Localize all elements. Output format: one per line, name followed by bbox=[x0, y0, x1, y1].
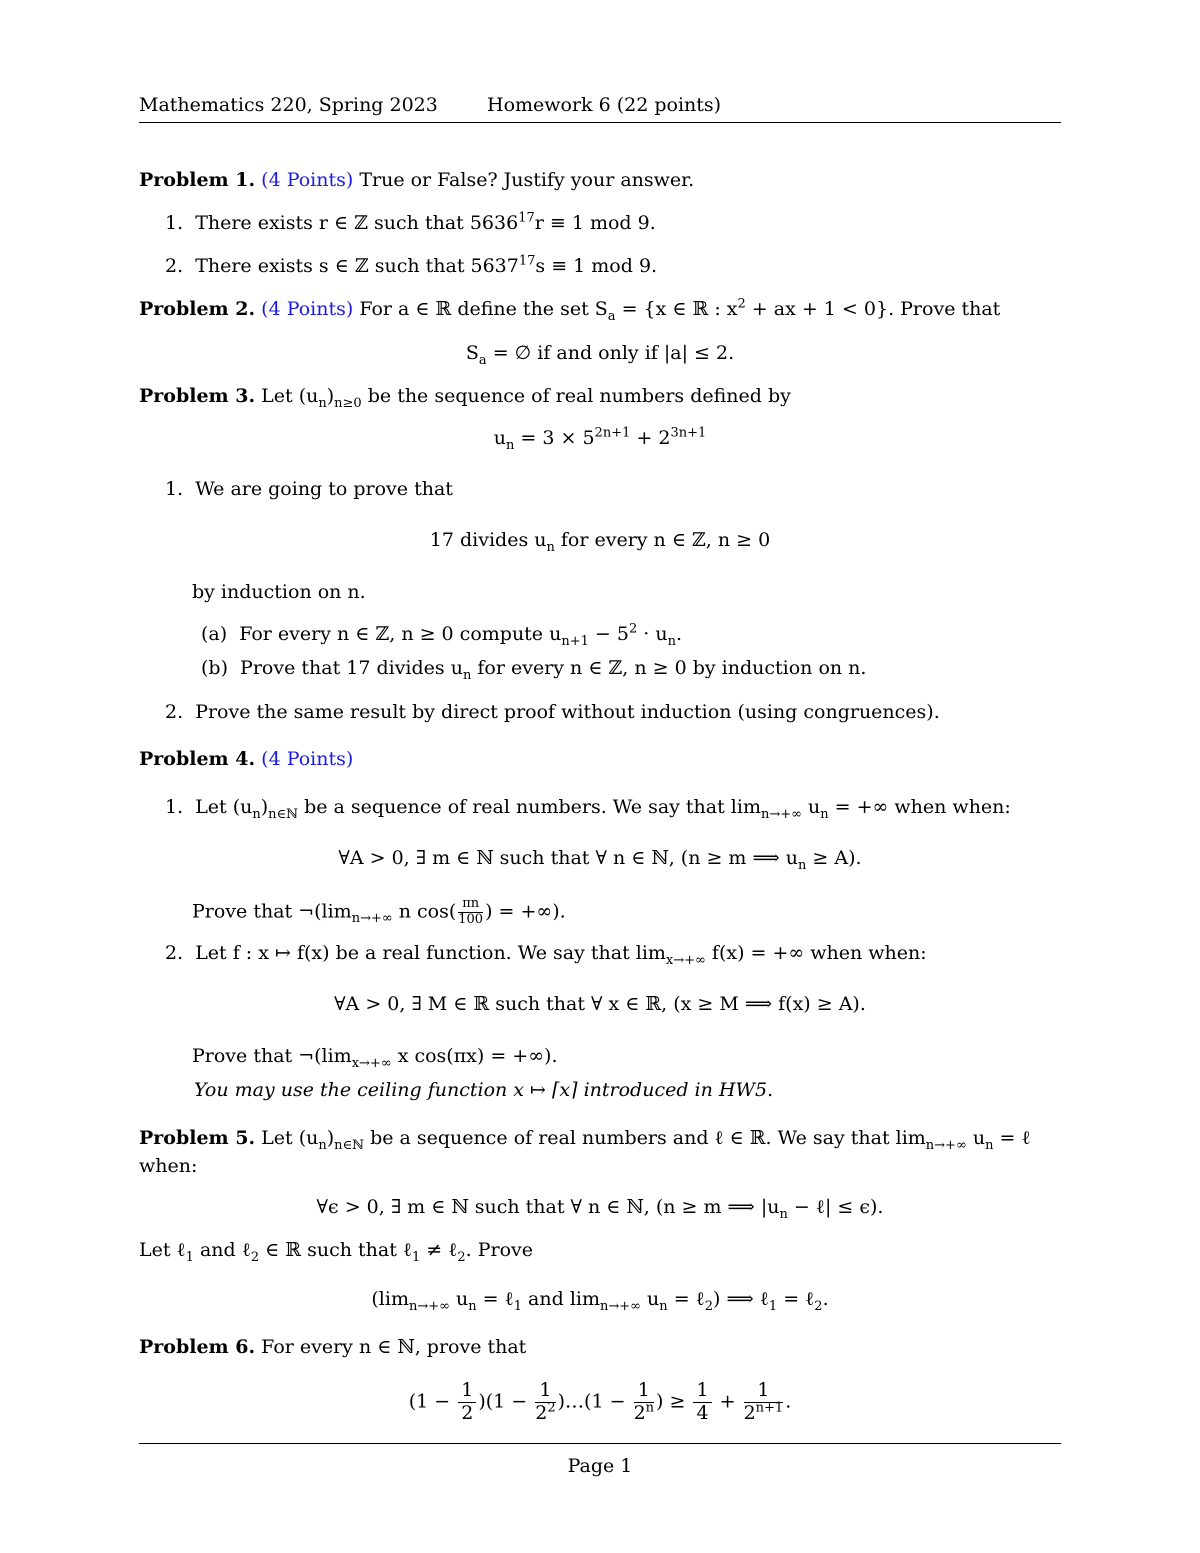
item-text: Let (u bbox=[195, 796, 253, 818]
numerator: πn bbox=[458, 897, 483, 913]
problem-1-points: (4 Points) bbox=[261, 169, 354, 191]
equation-text: (1 − bbox=[408, 1390, 451, 1413]
equation-text: = ℓ bbox=[777, 1288, 815, 1310]
denominator: 4 bbox=[696, 1401, 709, 1424]
problem-4-points: (4 Points) bbox=[261, 748, 354, 770]
base: 2 bbox=[743, 1401, 756, 1424]
problem-5-definition bbox=[0, 1196, 1200, 1222]
problem-3-intro: ) bbox=[326, 385, 335, 407]
subscript: 1 bbox=[513, 1298, 523, 1314]
problem-3-item-1 bbox=[165, 480, 453, 499]
equation-text: . bbox=[822, 1288, 829, 1310]
problem-2-heading bbox=[139, 296, 1001, 324]
problem-1-item-1 bbox=[165, 210, 656, 234]
problem-1-heading bbox=[139, 171, 694, 190]
subscript: n bbox=[318, 1137, 327, 1153]
problem-2-label: Problem 2. bbox=[139, 298, 256, 320]
equation-text: − ℓ| ≤ ϵ). bbox=[787, 1196, 884, 1218]
item-text: s ≡ 1 mod 9. bbox=[535, 255, 658, 277]
subscript: n bbox=[798, 857, 807, 873]
subscript: n bbox=[318, 395, 327, 411]
subscript: x→+∞ bbox=[351, 1055, 392, 1071]
problem-2-intro: + ax + 1 < 0}. Prove that bbox=[745, 298, 1001, 320]
header-rule bbox=[139, 122, 1061, 123]
subscript: n bbox=[252, 806, 261, 822]
numerator: 1 bbox=[693, 1380, 711, 1403]
let-text: ≠ ℓ bbox=[420, 1239, 458, 1261]
fraction-one-over-two-n-plus-one bbox=[744, 1380, 784, 1425]
equation-text: ) ⟹ ℓ bbox=[713, 1288, 769, 1310]
prove-text: Prove that ¬(lim bbox=[192, 900, 352, 923]
subscript: n bbox=[462, 667, 472, 683]
problem-5-when: when: bbox=[139, 1155, 198, 1177]
item-number: 2. bbox=[165, 701, 184, 723]
item-number: 1. bbox=[165, 478, 184, 500]
problem-6-label: Problem 6. bbox=[139, 1336, 256, 1358]
problem-5-intro: ) bbox=[326, 1127, 335, 1149]
subscript: n bbox=[659, 1298, 668, 1314]
subscript: 2 bbox=[814, 1298, 823, 1314]
let-text: Let ℓ bbox=[139, 1239, 186, 1261]
denominator bbox=[535, 1400, 556, 1425]
equation-text: u bbox=[493, 427, 506, 449]
problem-5-label: Problem 5. bbox=[139, 1127, 256, 1149]
item-number: 2. bbox=[165, 942, 184, 964]
exponent: 17 bbox=[518, 253, 536, 269]
subscript: a bbox=[478, 352, 487, 368]
problem-3-item-2 bbox=[165, 703, 940, 722]
item-text: There exists s ∈ ℤ such that 5637 bbox=[195, 255, 519, 277]
item-text: r ≡ 1 mod 9. bbox=[534, 212, 656, 234]
problem-6-intro: For every n ∈ ℕ, prove that bbox=[261, 1336, 527, 1358]
exponent: 2 bbox=[547, 1400, 556, 1416]
problem-5-intro: Let (u bbox=[261, 1127, 319, 1149]
exponent: 2 bbox=[628, 621, 638, 637]
exponent: 3n+1 bbox=[670, 425, 707, 441]
item-number: 1. bbox=[165, 212, 184, 234]
problem-4-hint: You may use the ceiling function x ↦ ⌈x⌉ introduced in HW5. bbox=[194, 1079, 774, 1101]
denominator bbox=[633, 1400, 655, 1425]
equation-text: ∀A > 0, ∃ m ∈ ℕ such that ∀ n ∈ ℕ, (n ≥ m ⟹ u bbox=[338, 847, 799, 869]
equation-text: ∀ϵ > 0, ∃ m ∈ ℕ such that ∀ n ∈ ℕ, (n ≥ m ⟹ |u bbox=[316, 1196, 780, 1218]
subscript: n bbox=[468, 1298, 477, 1314]
sub-item-text: . bbox=[676, 623, 683, 645]
item-text: Let f : x ↦ f(x) be a real function. We say that lim bbox=[195, 942, 666, 964]
fraction-one-half bbox=[458, 1380, 476, 1425]
problem-3-heading bbox=[139, 385, 791, 411]
item-text: be a sequence of real numbers. We say that lim bbox=[298, 796, 761, 818]
exponent: 17 bbox=[518, 210, 535, 226]
subscript: n→+∞ bbox=[760, 806, 802, 822]
equation-text: )…(1 − bbox=[557, 1390, 626, 1413]
equation-text: + 2 bbox=[630, 427, 671, 449]
subscript: x→+∞ bbox=[665, 952, 706, 968]
equation-text: for every n ∈ ℤ, n ≥ 0 bbox=[554, 529, 771, 551]
problem-3-sub-b bbox=[201, 657, 867, 683]
equation-text: = ℓ bbox=[667, 1288, 705, 1310]
problem-3-label: Problem 3. bbox=[139, 385, 256, 407]
prove-text: Prove that ¬(lim bbox=[192, 1045, 352, 1067]
footer-rule bbox=[139, 1443, 1061, 1444]
subscript: 1 bbox=[768, 1298, 778, 1314]
problem-3-definition bbox=[0, 425, 1200, 453]
subscript: n→+∞ bbox=[408, 1298, 450, 1314]
fraction-one-quarter bbox=[693, 1380, 711, 1425]
subscript: n bbox=[779, 1206, 788, 1222]
item-text: We are going to prove that bbox=[195, 478, 453, 500]
sub-item-label: (b) bbox=[201, 657, 228, 679]
equation-text: + bbox=[719, 1390, 736, 1413]
equation-text: = 3 × 5 bbox=[514, 427, 595, 449]
problem-4-item-2 bbox=[165, 942, 927, 968]
problem-5-intro: = ℓ bbox=[993, 1127, 1031, 1149]
problem-3-by-induction: by induction on n. bbox=[192, 581, 366, 603]
let-text: ∈ ℝ such that ℓ bbox=[259, 1239, 412, 1261]
item-number: 1. bbox=[165, 796, 184, 818]
base: 2 bbox=[633, 1401, 646, 1424]
sub-item-text: for every n ∈ ℤ, n ≥ 0 by induction on n. bbox=[471, 657, 867, 679]
subscript: n bbox=[505, 437, 515, 453]
subscript: 1 bbox=[185, 1249, 194, 1265]
subscript: n→+∞ bbox=[600, 1298, 641, 1314]
problem-4-prove-2 bbox=[192, 1045, 558, 1071]
item-text: = +∞ when when: bbox=[828, 796, 1011, 818]
subscript: n bbox=[820, 806, 829, 822]
problem-3-intro: be the sequence of real numbers defined by bbox=[361, 385, 791, 407]
problem-4-definition-1 bbox=[0, 847, 1200, 873]
equation-text: = ∅ if and only if |a| ≤ 2. bbox=[486, 342, 735, 364]
exponent: n bbox=[645, 1400, 655, 1416]
problem-1-intro: True or False? Justify your answer. bbox=[359, 169, 695, 191]
subscript: n∈ℕ bbox=[268, 806, 299, 822]
denominator: 2 bbox=[461, 1401, 474, 1424]
header-course: Mathematics 220, Spring 2023 bbox=[139, 94, 438, 116]
exponent: n+1 bbox=[755, 1400, 784, 1416]
base: 2 bbox=[535, 1401, 548, 1424]
problem-5-heading bbox=[139, 1127, 1031, 1153]
header-assignment: Homework 6 (22 points) bbox=[487, 94, 722, 116]
numerator: 1 bbox=[744, 1380, 784, 1403]
equation-text: u bbox=[641, 1288, 660, 1310]
page-number: Page 1 bbox=[567, 1455, 633, 1477]
numerator: 1 bbox=[458, 1380, 476, 1403]
subscript: n bbox=[546, 539, 555, 555]
item-text: There exists r ∈ ℤ such that 5636 bbox=[195, 212, 519, 234]
item-number: 2. bbox=[165, 255, 184, 277]
problem-3-sub-a bbox=[201, 621, 683, 649]
subscript: n→+∞ bbox=[351, 911, 393, 927]
subscript: n→+∞ bbox=[925, 1137, 967, 1153]
equation-text: )(1 − bbox=[478, 1390, 528, 1413]
problem-6-inequality bbox=[0, 1380, 1200, 1425]
equation-text: = ℓ bbox=[476, 1288, 514, 1310]
equation-text: 17 divides u bbox=[429, 529, 547, 551]
sub-item-text: For every n ∈ ℤ, n ≥ 0 compute u bbox=[239, 623, 562, 645]
prove-text: n cos( bbox=[392, 900, 457, 923]
let-text: and ℓ bbox=[193, 1239, 251, 1261]
sub-item-text: − 5 bbox=[588, 623, 629, 645]
equation-text: . bbox=[785, 1390, 792, 1413]
equation-text: ≥ A). bbox=[806, 847, 862, 869]
problem-4-heading bbox=[139, 750, 353, 769]
fraction-one-over-two-squared bbox=[535, 1380, 555, 1425]
subscript: 1 bbox=[411, 1249, 421, 1265]
problem-4-label: Problem 4. bbox=[139, 748, 256, 770]
subscript: n bbox=[667, 633, 676, 649]
item-text: f(x) = +∞ when when: bbox=[705, 942, 927, 964]
equation-text: and lim bbox=[522, 1288, 600, 1310]
problem-5-intro: be a sequence of real numbers and ℓ ∈ ℝ. We say that lim bbox=[364, 1127, 926, 1149]
subscript: a bbox=[607, 308, 616, 324]
item-text: ) bbox=[260, 796, 269, 818]
sub-item-label: (a) bbox=[201, 623, 228, 645]
denominator bbox=[743, 1400, 784, 1425]
problem-2-points: (4 Points) bbox=[261, 298, 354, 320]
problem-1-label: Problem 1. bbox=[139, 169, 256, 191]
subscript: 2 bbox=[704, 1298, 714, 1314]
equation-text: u bbox=[449, 1288, 469, 1310]
problem-4-definition-2: ∀A > 0, ∃ M ∈ ℝ such that ∀ x ∈ ℝ, (x ≥ M ⟹ f(x) ≥ A). bbox=[334, 993, 866, 1015]
sub-item-text: · u bbox=[637, 623, 668, 645]
problem-4-item-1 bbox=[165, 796, 1011, 822]
problem-5-implication bbox=[0, 1288, 1200, 1314]
subscript: n+1 bbox=[561, 633, 589, 649]
problem-4-prove-1 bbox=[192, 897, 566, 928]
item-text: Prove the same result by direct proof without induction (using congruences). bbox=[195, 701, 940, 723]
fraction bbox=[458, 897, 483, 928]
problem-2-intro: = {x ∈ ℝ : x bbox=[615, 298, 738, 320]
item-text: u bbox=[801, 796, 821, 818]
denominator: 100 bbox=[458, 911, 484, 927]
problem-2-equation bbox=[0, 342, 1200, 368]
equation-text: S bbox=[465, 342, 479, 364]
numerator: 1 bbox=[535, 1380, 555, 1403]
subscript: 2 bbox=[250, 1249, 260, 1265]
prove-text: x cos(πx) = +∞). bbox=[391, 1045, 558, 1067]
problem-5-let bbox=[139, 1239, 534, 1265]
problem-6-heading bbox=[139, 1338, 526, 1357]
problem-3-intro: Let (u bbox=[261, 385, 319, 407]
let-text: . Prove bbox=[465, 1239, 534, 1261]
problem-5-intro: u bbox=[966, 1127, 986, 1149]
subscript: 2 bbox=[457, 1249, 466, 1265]
equation-text: (lim bbox=[371, 1288, 409, 1310]
exponent: 2 bbox=[737, 296, 746, 312]
fraction-one-over-two-n bbox=[634, 1380, 654, 1425]
sub-item-text: Prove that 17 divides u bbox=[240, 657, 463, 679]
problem-2-intro: For a ∈ ℝ define the set S bbox=[359, 298, 608, 320]
problem-3-claim bbox=[0, 529, 1200, 555]
numerator: 1 bbox=[634, 1380, 654, 1403]
prove-text: ) = +∞). bbox=[485, 900, 566, 923]
problem-1-item-2 bbox=[165, 253, 658, 277]
subscript: n≥0 bbox=[334, 395, 362, 411]
subscript: n bbox=[985, 1137, 994, 1153]
equation-text: ) ≥ bbox=[656, 1390, 686, 1413]
exponent: 2n+1 bbox=[594, 425, 631, 441]
subscript: n∈ℕ bbox=[334, 1137, 365, 1153]
